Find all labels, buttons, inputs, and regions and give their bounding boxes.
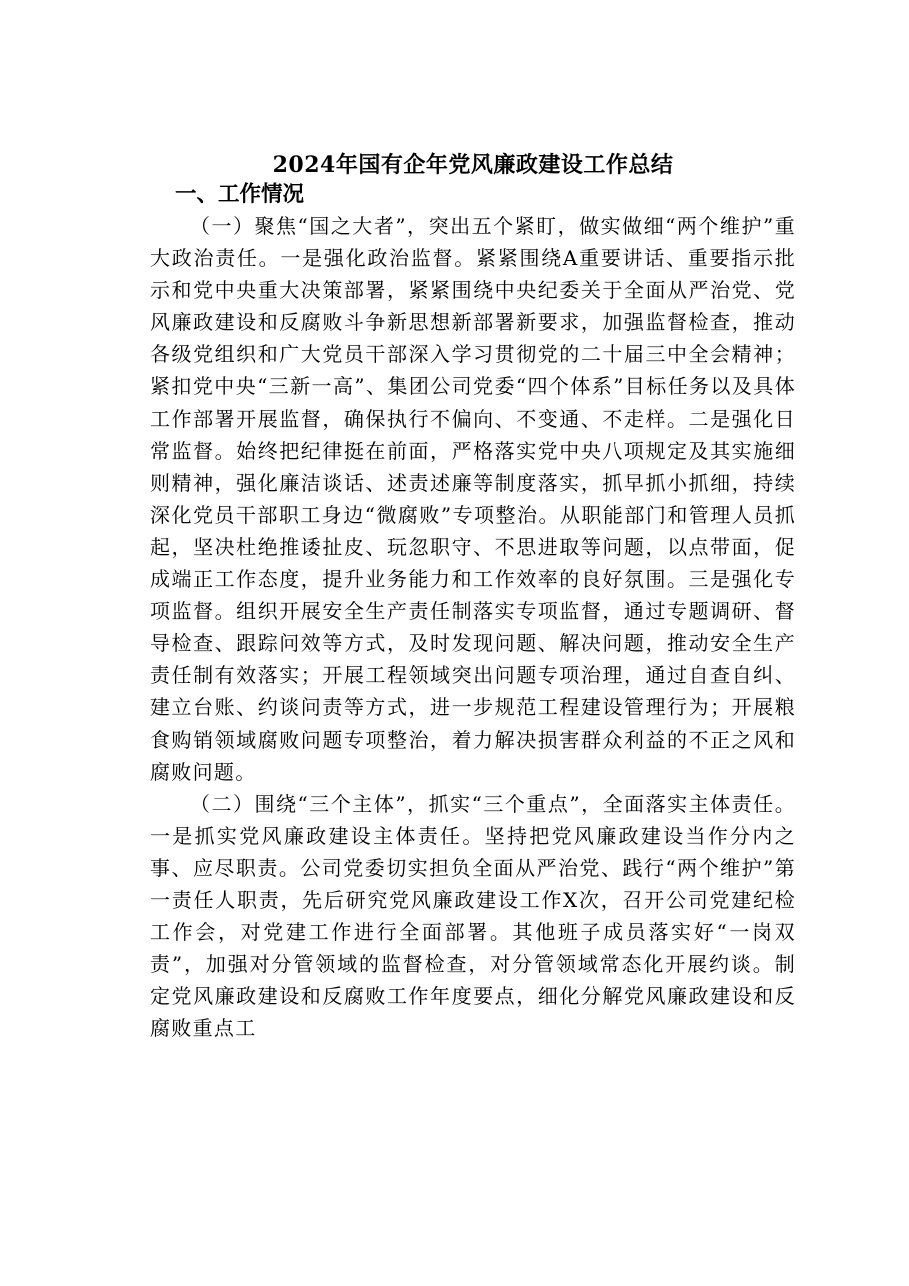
section-heading: 一、工作情况 [175, 182, 305, 207]
document-title: 2024年国有企年党风廉政建设工作总结 [272, 152, 674, 178]
body-paragraph-2: （二）围绕“三个主体”，抓实“三个重点”，全面落实主体责任。一是抓实党风廉政建设主体责任。坚持把党风廉政建设当作分内之事、应尽职责。公司党委切实担负全面从严治党、践行“两个维护”第一责任人职责，先后研究党风廉政建设工作X次，召开公司党建纪检工作会，对党建工作进行全面部署。其他班子成员落实好“一岗双责”，加强对分管领域的监督检查，对分管领域常态化开展约谈。制定党风廉政建设和反腐败工作年度要点，细化分解党风廉政建设和反腐败重点工 [150, 791, 796, 1041]
document-page [150, 150, 796, 1044]
body-paragraph-1: （一）聚焦“国之大者”，突出五个紧盯，做实做细“两个维护”重大政治责任。一是强化政治监督。紧紧围绕A重要讲话、重要指示批示和党中央重大决策部署，紧紧围绕中央纪委关于全面从严治党、党风廉政建设和反腐败斗争新思想新部署新要求，加强监督检查，推动各级党组织和广大党员干部深入学习贯彻党的二十届三中全会精神；紧扣党中央“三新一高”、集团公司党委“四个体系”目标任务以及具体工作部署开展监督，确保执行不偏向、不变通、不走样。二是强化日常监督。始终把纪律挺在前面，严格落实党中央八项规定及其实施细则精神，强化廉洁谈话、述责述廉等制度落实，抓早抓小抓细，持续深化党员干部职工身边“微腐败”专项整治。从职能部门和管理人员抓起，坚决杜绝推诿扯皮、玩忽职守、不思进取等问题，以点带面，促成端正工作态度，提升业务能力和工作效率的良好氛围。三是强化专项监督。组织开展安全生产责任制落实专项监督，通过专题调研、督导检查、跟踪问效等方式，及时发现问题、解决问题，推动安全生产责任制有效落实；开展工程领域突出问题专项治理，通过自查自纠、建立台账、约谈问责等方式，进一步规范工程建设管理行为；开展粮食购销领域腐败问题专项整治，着力解决损害群众利益的不正之风和腐败问题。 [150, 214, 796, 784]
